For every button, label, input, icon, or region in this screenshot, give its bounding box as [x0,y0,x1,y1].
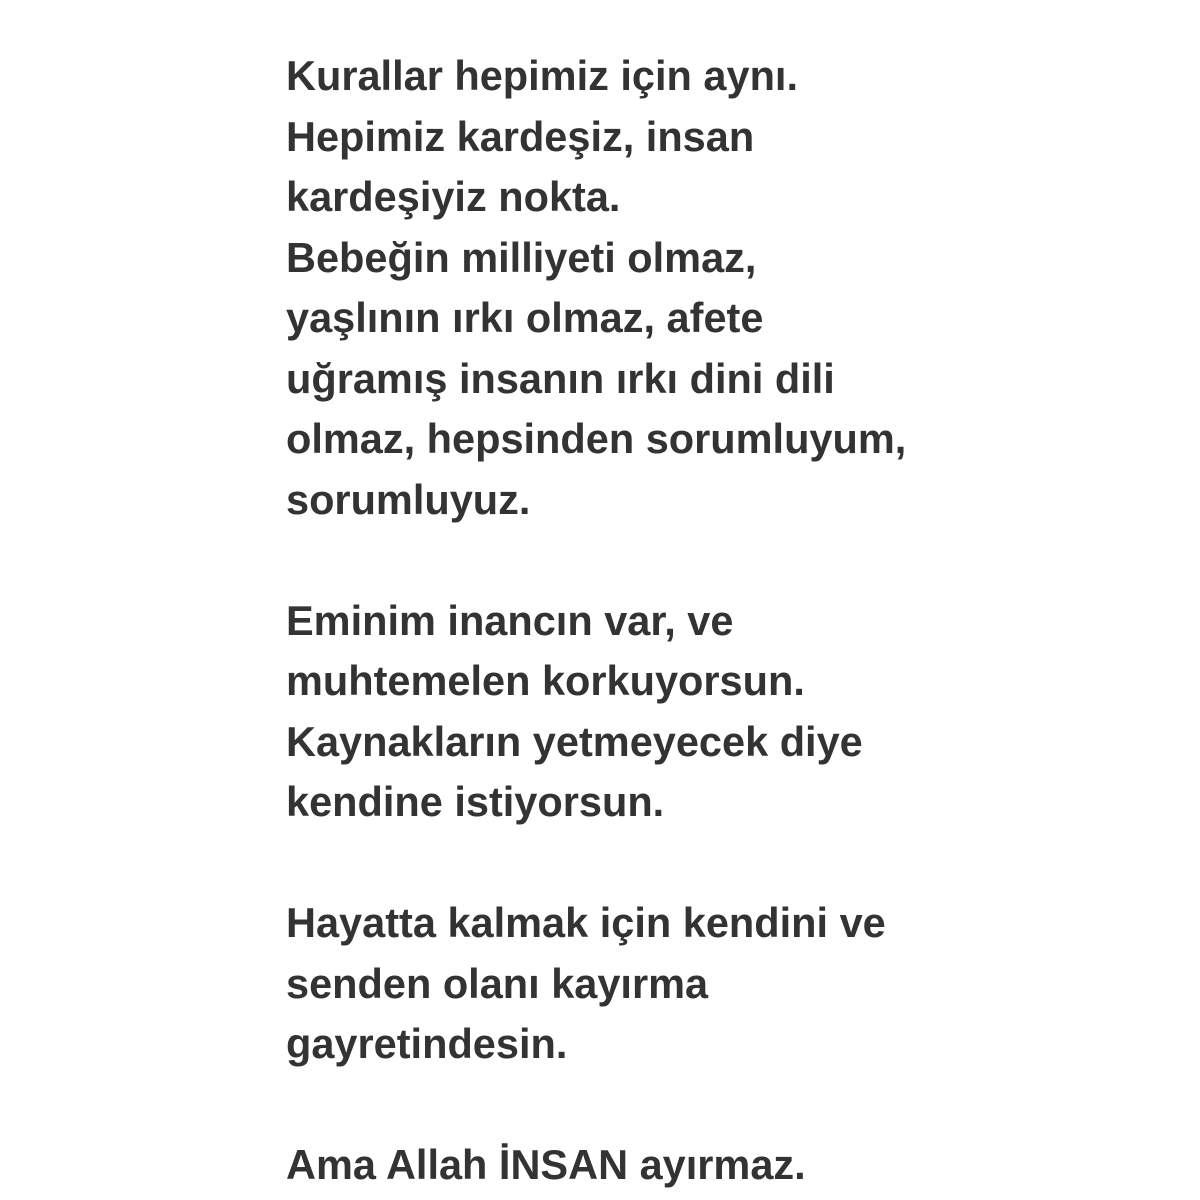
text-line: senden olanı kayırma [286,959,709,1007]
paragraph [286,1135,1166,1196]
text-line: olmaz, hepsinden sorumluyum, [286,415,907,462]
text-line: yaşlının ırkı olmaz, afete [286,294,764,341]
text-line: kardeşiyiz nokta. [286,173,621,220]
text-line: Eminim inancın var, ve [286,596,734,644]
paragraph [286,591,1166,833]
text-line: kendine istiyorsun. [286,778,665,825]
text-line: uğramış insanın ırkı dini dili [286,354,835,402]
text-line: Ama Allah İNSAN ayırmaz. [286,1141,806,1188]
note-body [286,46,1166,1196]
paragraph [286,46,1166,530]
text-line: Hayatta kalmak için kendini ve [286,899,886,946]
text-line: Kurallar hepimiz için aynı. [286,52,798,99]
paragraph [286,893,1166,1075]
text-line: muhtemelen korkuyorsun. [286,657,805,704]
text-line: Kaynakların yetmeyecek diye [286,717,863,765]
text-line: sorumluyuz. [286,475,531,523]
text-line: Bebeğin milliyeti olmaz, [286,233,757,281]
text-line: gayretindesin. [286,1020,568,1067]
text-line: Hepimiz kardeşiz, insan [286,112,755,160]
